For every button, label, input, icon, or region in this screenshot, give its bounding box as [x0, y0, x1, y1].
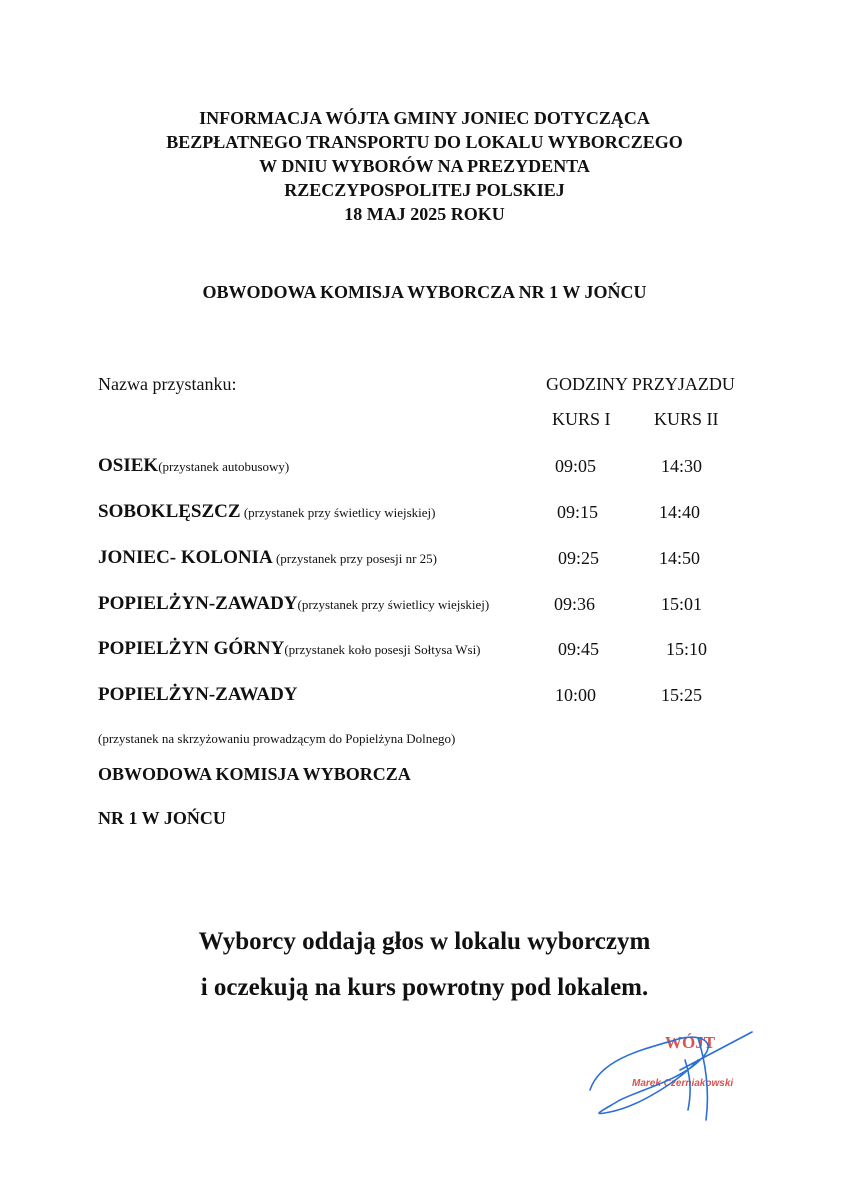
stop-row — [98, 501, 436, 523]
course2-time: 14:40 — [659, 502, 701, 522]
stop-name: JONIEC- KOLONIA — [98, 547, 273, 568]
title-line: 18 MAJ 2025 ROKU — [344, 204, 505, 224]
stop-row — [98, 455, 289, 477]
stop-row — [98, 684, 298, 706]
stop-name: POPIELŻYN GÓRNY — [98, 638, 285, 659]
course2-time: 14:50 — [659, 548, 701, 568]
stop-column-header: Nazwa przystanku: — [98, 374, 237, 394]
footer-line1: Wyborcy oddają głos w lokalu wyborczym — [198, 928, 651, 955]
stop-name: POPIELŻYN-ZAWADY — [98, 593, 298, 614]
stop-row — [98, 593, 489, 615]
footer-line2: i oczekują na kurs powrotny pod lokalem. — [200, 974, 649, 1001]
stop-note: (przystanek przy świetlicy wiejskiej) — [240, 505, 436, 520]
stop-note: (przystanek przy świetlicy wiejskiej) — [297, 597, 490, 612]
stamp-title: WÓJT — [665, 1033, 716, 1052]
stop-note: (przystanek przy posesji nr 25) — [272, 551, 437, 566]
destination-line1: OBWODOWA KOMISJA WYBORCZA — [98, 764, 411, 784]
course1-time: 09:05 — [555, 456, 597, 476]
course1-header: KURS I — [552, 409, 611, 429]
course2-time: 15:01 — [661, 594, 703, 614]
stop-name: POPIELŻYN-ZAWADY — [98, 684, 298, 705]
destination-line2: NR 1 W JOŃCU — [98, 808, 226, 828]
stop-note: (przystanek koło posesji Sołtysa Wsi) — [284, 642, 481, 657]
course2-time: 15:10 — [666, 639, 708, 659]
course1-time: 09:15 — [557, 502, 599, 522]
title-line: BEZPŁATNEGO TRANSPORTU DO LOKALU WYBORCZEGO — [166, 132, 683, 152]
course1-time: 09:45 — [558, 639, 600, 659]
stop-name: SOBOKLĘSZCZ — [98, 501, 241, 522]
stop-row — [98, 547, 437, 569]
last-stop-note: (przystanek na skrzyżowaniu prowadzącym do Popielżyna Dolnego) — [98, 731, 456, 746]
course1-time: 09:36 — [554, 594, 596, 614]
stop-name: OSIEK — [98, 455, 159, 476]
title-line: RZECZYPOSPOLITEJ POLSKIEJ — [284, 180, 565, 200]
course1-time: 10:00 — [555, 685, 597, 705]
stop-row — [98, 638, 481, 660]
title-line: W DNIU WYBORÓW NA PREZYDENTA — [259, 156, 590, 176]
course2-time: 15:25 — [661, 685, 703, 705]
document-title — [0, 106, 849, 226]
stamp-name: Marek Czerniakowski — [632, 1078, 734, 1089]
course1-time: 09:25 — [558, 548, 600, 568]
stop-note: (przystanek autobusowy) — [158, 459, 290, 474]
commission-heading: OBWODOWA KOMISJA WYBORCZA NR 1 W JOŃCU — [202, 282, 647, 302]
course2-time: 14:30 — [661, 456, 703, 476]
signature-stamp — [580, 1020, 770, 1125]
course2-header: KURS II — [654, 409, 719, 429]
title-line: INFORMACJA WÓJTA GMINY JONIEC DOTYCZĄCA — [199, 108, 650, 128]
times-column-header: GODZINY PRZYJAZDU — [546, 374, 735, 394]
